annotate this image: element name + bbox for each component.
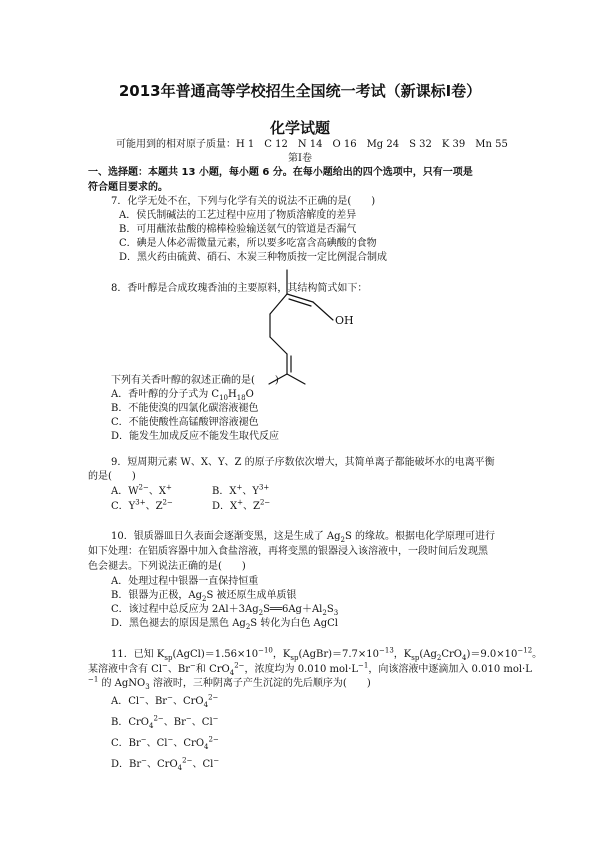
q7-option-a[interactable]: A．侯氏制碱法的工艺过程中应用了物质溶解度的差异: [119, 210, 357, 221]
q10-option-d[interactable]: D．黑色褪去的原因是黑色 $Ag_2S$ 转化为白色 AgCl: [111, 618, 338, 631]
q8-option-d[interactable]: D．能发生加成反应不能发生取代反应: [111, 431, 280, 442]
q11-stem-line3: $^{-1}$ 的 AgNO$_3$ 溶液时，三种阴离子产生沉淀的先后顺序为( ): [88, 675, 371, 691]
q11-option-d[interactable]: D．Br−、CrO$_4^{2-}$、Cl−: [111, 756, 220, 772]
q10-option-c[interactable]: C．该过程中总反应为 $2Al+3Ag_2S══6Ag+Al_2S_3$: [111, 604, 339, 617]
oh-label: OH: [335, 314, 354, 327]
q7-option-c[interactable]: C．碘是人体必需微量元素，所以要多吃富含高碘酸的食物: [119, 238, 377, 249]
bond-c2-c1: [313, 302, 333, 320]
q7-stem: 7．化学无处不在，下列与化学有关的说法不正确的是( ): [111, 196, 376, 207]
atomic-masses: 可能用到的相对原子质量：H 1 C 12 N 14 O 16 Mg 24 S 32 K 39 Mn 55: [116, 139, 508, 150]
q11-option-c[interactable]: C．Br−、Cl−、CrO$_4^{2-}$: [111, 735, 219, 751]
section1-instructions-line1: 一、选择题：本题共 13 小题，每小题 6 分。在每小题给出的四个选项中，只有一项是: [88, 167, 473, 178]
q8-stem: 8．香叶醇是合成玫瑰香油的主要原料，其结构简式如下：: [111, 283, 368, 294]
q8-option-c[interactable]: C．不能使酸性高锰酸钾溶液褪色: [111, 417, 259, 428]
q10-stem-line1: 10．银质器皿日久表面会逐渐变黑，这是生成了 $Ag_2S$ 的缘故。根据电化学原理可进行: [111, 531, 496, 544]
q7-option-d[interactable]: D．黑火药由硫黄、硝石、木炭三种物质按一定比例混合制成: [119, 252, 388, 263]
q11-option-a[interactable]: A．Cl−、Br−、CrO$_4^{2-}$: [111, 693, 219, 709]
q10-stem-line3: 色会褪去。下列说法正确的是( ): [88, 561, 246, 572]
bond-methyl-right: [287, 374, 305, 384]
section1-instructions-line2: 符合题目要求的。: [88, 182, 168, 193]
q11-stem-line2: 某溶液中含有 Cl−、Br−和 CrO$_4^{2-}$，浓度均为 0.010 $mol\cdot L^{-1}$，向该溶液中逐滴加入 0.010 mol·L: [88, 661, 532, 677]
q10-option-a[interactable]: A．处理过程中银器一直保持恒重: [111, 576, 259, 587]
bond-c3-c2: [287, 294, 313, 302]
q10-stem-line2: 如下处理：在铝质容器中加入食盐溶液，再将变黑的银器浸入该溶液中，一段时间后发现黑: [88, 546, 488, 557]
q9-option-b[interactable]: B．X+、$Y^{3+}$: [212, 483, 270, 497]
q11-stem-line1: 11．已知 $K_{sp}(AgCl)=1.56\times 10^{-10}$，$K_{sp}(AgBr)=7.7\times 10^{-13}$，$K_{sp}(Ag_2CrO_4)=9.0\times 10^{-12}$。: [111, 646, 543, 662]
exam-title: 2013年普通高等学校招生全国统一考试（新课标Ⅰ卷）: [118, 82, 482, 100]
q9-stem-line2: 的是( ): [88, 471, 136, 482]
q8-question: 下列有关香叶醇的叙述正确的是( ): [111, 375, 279, 386]
q9-option-d[interactable]: D．X+、$Z^{2-}$: [212, 498, 271, 512]
q8-option-b[interactable]: B．不能使溴的四氯化碳溶液褪色: [111, 403, 259, 414]
bond-c3-c4: [270, 294, 287, 314]
q11-option-b[interactable]: B．CrO$_4^{2-}$、Br−、Cl−: [111, 714, 219, 730]
q9-option-c[interactable]: C．$Y^{3+}$、$Z^{2-}$: [111, 498, 173, 512]
q7-option-b[interactable]: B．可用蘸浓盐酸的棉棒检验输送氨气的管道是否漏气: [119, 224, 357, 235]
bond-c5-c6: [270, 337, 287, 354]
q9-stem-line1: 9．短周期元素 W、X、Y、Z 的原子序数依次增大，其简单离子都能破坏水的电离平衡: [111, 457, 495, 468]
q8-option-a[interactable]: A．香叶醇的分子式为 $C_{10}H_{18}O$: [111, 389, 254, 402]
geraniol-structure: [255, 262, 375, 387]
subject-title: 化学试题: [269, 119, 330, 137]
q7-emphasis: 不正确: [297, 196, 328, 207]
volume-label: 第Ⅰ卷: [288, 153, 312, 164]
q10-option-b[interactable]: B．银器为正极，$Ag_2S$ 被还原生成单质银: [111, 590, 297, 603]
q9-option-a[interactable]: A．$W^{2-}$、X+: [111, 483, 172, 497]
